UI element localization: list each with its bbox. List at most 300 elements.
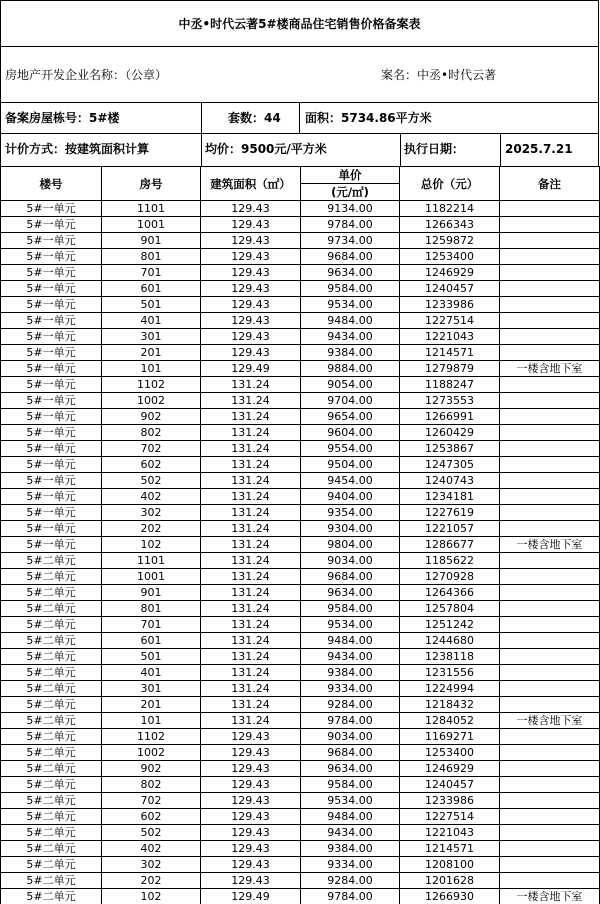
remark-cell: [500, 761, 600, 777]
table-row: [1, 553, 600, 569]
building-cell: 5#二单元: [1, 873, 102, 889]
remark-cell: [500, 457, 600, 473]
remark-cell: [500, 233, 600, 249]
room-cell: 1001: [102, 217, 201, 233]
area-cell: 129.43: [201, 313, 301, 329]
remark-cell: 一楼含地下室: [500, 889, 600, 904]
area-cell: 131.24: [201, 585, 301, 601]
area-cell: 131.24: [201, 473, 301, 489]
table-row: [1, 249, 600, 265]
unit-price-cell: 9704.00: [301, 393, 400, 409]
total-cell: 1231556: [400, 665, 500, 681]
remark-cell: [500, 473, 600, 489]
developer-label: 房地产开发企业名称：（公章）: [5, 68, 168, 82]
total-cell: 1253867: [400, 441, 500, 457]
total-cell: 1266343: [400, 217, 500, 233]
room-cell: 502: [102, 825, 201, 841]
remark-cell: [500, 633, 600, 649]
area-cell: 131.24: [201, 521, 301, 537]
area-cell: 129.43: [201, 793, 301, 809]
total-cell: 1246929: [400, 761, 500, 777]
area-cell: 131.24: [201, 697, 301, 713]
area-cell: 129.43: [201, 281, 301, 297]
building-cell: 5#一单元: [1, 361, 102, 377]
remark-cell: [500, 201, 600, 217]
total-cell: 1208100: [400, 857, 500, 873]
area-cell: 131.24: [201, 393, 301, 409]
room-cell: 1002: [102, 745, 201, 761]
room-cell: 102: [102, 537, 201, 553]
building-cell: 5#二单元: [1, 585, 102, 601]
remark-cell: 一楼含地下室: [500, 361, 600, 377]
remark-cell: [500, 729, 600, 745]
table-row: [1, 521, 600, 537]
room-cell: 501: [102, 297, 201, 313]
building-cell: 5#二单元: [1, 761, 102, 777]
total-cell: 1201628: [400, 873, 500, 889]
remark-cell: [500, 681, 600, 697]
unit-price-cell: 9484.00: [301, 809, 400, 825]
unit-price-cell: 9804.00: [301, 537, 400, 553]
total-cell: 1234181: [400, 489, 500, 505]
room-cell: 802: [102, 777, 201, 793]
building-cell: 5#一单元: [1, 425, 102, 441]
remark-cell: [500, 601, 600, 617]
room-cell: 801: [102, 601, 201, 617]
unit-price-cell: 9584.00: [301, 601, 400, 617]
room-cell: 202: [102, 873, 201, 889]
table-row: [1, 233, 600, 249]
unit-price-cell: 9304.00: [301, 521, 400, 537]
total-cell: 1240457: [400, 777, 500, 793]
room-cell: 702: [102, 793, 201, 809]
room-cell: 201: [102, 345, 201, 361]
building-cell: 5#一单元: [1, 393, 102, 409]
building-cell: 5#二单元: [1, 681, 102, 697]
units-label: 套数：44: [228, 111, 281, 125]
table-row: [1, 729, 600, 745]
area-cell: 129.43: [201, 729, 301, 745]
price-table: [0, 166, 600, 904]
room-cell: 502: [102, 473, 201, 489]
room-cell: 1002: [102, 393, 201, 409]
table-row: [1, 281, 600, 297]
remark-cell: [500, 585, 600, 601]
total-cell: 1221043: [400, 329, 500, 345]
total-cell: 1185622: [400, 553, 500, 569]
total-cell: 1240743: [400, 473, 500, 489]
remark-cell: [500, 521, 600, 537]
unit-price-cell: 9284.00: [301, 873, 400, 889]
table-row: [1, 681, 600, 697]
room-cell: 201: [102, 697, 201, 713]
remark-cell: [500, 297, 600, 313]
total-cell: 1182214: [400, 201, 500, 217]
room-cell: 701: [102, 265, 201, 281]
building-cell: 5#一单元: [1, 377, 102, 393]
total-cell: 1224994: [400, 681, 500, 697]
total-cell: 1221043: [400, 825, 500, 841]
building-cell: 5#二单元: [1, 633, 102, 649]
room-cell: 801: [102, 249, 201, 265]
table-row: [1, 505, 600, 521]
remark-cell: [500, 569, 600, 585]
building-cell: 5#一单元: [1, 201, 102, 217]
unit-price-cell: 9654.00: [301, 409, 400, 425]
table-row: [1, 841, 600, 857]
building-cell: 5#二单元: [1, 601, 102, 617]
building-label: 备案房屋栋号：5#楼: [5, 111, 120, 125]
table-row: [1, 217, 600, 233]
area-cell: 131.24: [201, 489, 301, 505]
unit-price-cell: 9784.00: [301, 889, 400, 904]
total-cell: 1257804: [400, 601, 500, 617]
unit-price-cell: 9434.00: [301, 329, 400, 345]
total-cell: 1221057: [400, 521, 500, 537]
col-total-header: 总价（元）: [400, 167, 500, 201]
area-cell: 129.49: [201, 361, 301, 377]
area-cell: 129.43: [201, 265, 301, 281]
room-cell: 901: [102, 585, 201, 601]
unit-price-cell: 9054.00: [301, 377, 400, 393]
developer-row: [0, 47, 599, 102]
remark-cell: [500, 793, 600, 809]
table-row: [1, 697, 600, 713]
remark-cell: [500, 281, 600, 297]
table-row: [1, 265, 600, 281]
table-row: [1, 761, 600, 777]
unit-price-cell: 9734.00: [301, 233, 400, 249]
building-cell: 5#一单元: [1, 441, 102, 457]
total-cell: 1188247: [400, 377, 500, 393]
building-cell: 5#一单元: [1, 265, 102, 281]
area-cell: 129.43: [201, 233, 301, 249]
remark-cell: 一楼含地下室: [500, 713, 600, 729]
table-row: [1, 537, 600, 553]
table-row: [1, 601, 600, 617]
building-cell: 5#一单元: [1, 457, 102, 473]
building-cell: 5#一单元: [1, 249, 102, 265]
building-cell: 5#一单元: [1, 505, 102, 521]
total-cell: 1264366: [400, 585, 500, 601]
exec-date-label: 执行日期：: [404, 142, 465, 156]
building-cell: 5#二单元: [1, 809, 102, 825]
table-row: [1, 473, 600, 489]
pricing-method: 计价方式：按建筑面积计算: [5, 142, 150, 156]
table-row: [1, 297, 600, 313]
unit-price-cell: 9484.00: [301, 313, 400, 329]
room-cell: 402: [102, 841, 201, 857]
table-row: [1, 201, 600, 217]
remark-cell: [500, 697, 600, 713]
unit-price-cell: 9604.00: [301, 425, 400, 441]
building-cell: 5#二单元: [1, 793, 102, 809]
room-cell: 302: [102, 505, 201, 521]
total-cell: 1286677: [400, 537, 500, 553]
total-cell: 1244680: [400, 633, 500, 649]
total-cell: 1270928: [400, 569, 500, 585]
remark-cell: [500, 745, 600, 761]
table-row: [1, 873, 600, 889]
table-row: [1, 617, 600, 633]
room-cell: 401: [102, 313, 201, 329]
remark-cell: [500, 489, 600, 505]
remark-cell: [500, 409, 600, 425]
area-cell: 131.24: [201, 409, 301, 425]
remark-cell: [500, 873, 600, 889]
unit-price-cell: 9384.00: [301, 841, 400, 857]
area-cell: 129.43: [201, 345, 301, 361]
unit-price-cell: 9454.00: [301, 473, 400, 489]
remark-cell: [500, 393, 600, 409]
remark-cell: [500, 377, 600, 393]
remark-cell: [500, 617, 600, 633]
area-cell: 129.43: [201, 857, 301, 873]
building-cell: 5#二单元: [1, 617, 102, 633]
table-row: [1, 649, 600, 665]
unit-price-cell: 9404.00: [301, 489, 400, 505]
area-cell: 131.24: [201, 633, 301, 649]
room-cell: 1101: [102, 553, 201, 569]
room-cell: 701: [102, 617, 201, 633]
room-cell: 1102: [102, 729, 201, 745]
total-cell: 1266930: [400, 889, 500, 904]
total-cell: 1247305: [400, 457, 500, 473]
area-cell: 131.24: [201, 537, 301, 553]
unit-price-cell: 9434.00: [301, 649, 400, 665]
remark-cell: [500, 777, 600, 793]
building-cell: 5#一单元: [1, 473, 102, 489]
total-cell: 1227619: [400, 505, 500, 521]
col-remark-header: 备注: [500, 167, 600, 201]
room-cell: 702: [102, 441, 201, 457]
room-cell: 901: [102, 233, 201, 249]
room-cell: 1001: [102, 569, 201, 585]
table-row: [1, 713, 600, 729]
room-cell: 601: [102, 281, 201, 297]
table-row: [1, 377, 600, 393]
unit-price-cell: 9534.00: [301, 297, 400, 313]
area-cell: 131.24: [201, 681, 301, 697]
table-body: [1, 201, 600, 904]
room-cell: 902: [102, 761, 201, 777]
building-cell: 5#一单元: [1, 297, 102, 313]
unit-price-cell: 9354.00: [301, 505, 400, 521]
building-cell: 5#二单元: [1, 729, 102, 745]
unit-price-cell: 9134.00: [301, 201, 400, 217]
remark-cell: [500, 857, 600, 873]
area-cell: 129.43: [201, 761, 301, 777]
unit-price-cell: 9634.00: [301, 761, 400, 777]
sheet-title: 中丞•时代云著5#楼商品住宅销售价格备案表: [0, 0, 599, 47]
total-cell: 1266991: [400, 409, 500, 425]
table-row: [1, 345, 600, 361]
unit-price-cell: 9534.00: [301, 793, 400, 809]
remark-cell: [500, 425, 600, 441]
area-cell: 131.24: [201, 569, 301, 585]
total-cell: 1169271: [400, 729, 500, 745]
table-row: [1, 441, 600, 457]
total-cell: 1260429: [400, 425, 500, 441]
case-name: 案名：中丞•时代云著: [381, 68, 497, 82]
table-row: [1, 393, 600, 409]
total-cell: 1227514: [400, 809, 500, 825]
unit-price-cell: 9334.00: [301, 681, 400, 697]
room-cell: 601: [102, 633, 201, 649]
table-row: [1, 665, 600, 681]
unit-price-cell: 9034.00: [301, 729, 400, 745]
unit-price-cell: 9384.00: [301, 345, 400, 361]
table-row: [1, 809, 600, 825]
room-cell: 302: [102, 857, 201, 873]
area-cell: 131.24: [201, 425, 301, 441]
table-row: [1, 409, 600, 425]
total-cell: 1273553: [400, 393, 500, 409]
total-cell: 1238118: [400, 649, 500, 665]
building-cell: 5#一单元: [1, 281, 102, 297]
total-cell: 1253400: [400, 745, 500, 761]
unit-price-cell: 9684.00: [301, 569, 400, 585]
unit-price-cell: 9534.00: [301, 617, 400, 633]
area-cell: 131.24: [201, 505, 301, 521]
remark-cell: [500, 441, 600, 457]
total-cell: 1246929: [400, 265, 500, 281]
total-cell: 1218432: [400, 697, 500, 713]
building-cell: 5#二单元: [1, 857, 102, 873]
pricing-row: [0, 133, 599, 167]
total-cell: 1253400: [400, 249, 500, 265]
area-cell: 129.43: [201, 329, 301, 345]
room-cell: 102: [102, 889, 201, 904]
building-info-row: [0, 102, 599, 134]
area-cell: 129.43: [201, 873, 301, 889]
area-cell: 129.43: [201, 297, 301, 313]
unit-price-cell: 9034.00: [301, 553, 400, 569]
room-cell: 602: [102, 809, 201, 825]
remark-cell: [500, 649, 600, 665]
remark-cell: [500, 841, 600, 857]
building-cell: 5#二单元: [1, 665, 102, 681]
room-cell: 902: [102, 409, 201, 425]
unit-price-cell: 9334.00: [301, 857, 400, 873]
table-row: [1, 825, 600, 841]
area-cell: 131.24: [201, 713, 301, 729]
area-cell: 129.43: [201, 809, 301, 825]
room-cell: 602: [102, 457, 201, 473]
total-cell: 1251242: [400, 617, 500, 633]
remark-cell: [500, 553, 600, 569]
area-cell: 129.43: [201, 217, 301, 233]
room-cell: 101: [102, 713, 201, 729]
table-row: [1, 329, 600, 345]
room-cell: 1101: [102, 201, 201, 217]
unit-price-cell: 9684.00: [301, 745, 400, 761]
table-row: [1, 857, 600, 873]
building-cell: 5#一单元: [1, 217, 102, 233]
table-row: [1, 425, 600, 441]
room-cell: 501: [102, 649, 201, 665]
room-cell: 401: [102, 665, 201, 681]
table-row: [1, 633, 600, 649]
building-cell: 5#二单元: [1, 649, 102, 665]
area-cell: 129.43: [201, 201, 301, 217]
unit-price-cell: 9884.00: [301, 361, 400, 377]
area-label: 面积：5734.86平方米: [305, 111, 432, 125]
total-cell: 1233986: [400, 297, 500, 313]
room-cell: 301: [102, 681, 201, 697]
building-cell: 5#二单元: [1, 825, 102, 841]
building-cell: 5#一单元: [1, 537, 102, 553]
building-cell: 5#一单元: [1, 329, 102, 345]
unit-price-cell: 9634.00: [301, 585, 400, 601]
total-cell: 1240457: [400, 281, 500, 297]
exec-date: 2025.7.21: [505, 142, 573, 156]
room-cell: 101: [102, 361, 201, 377]
area-cell: 131.24: [201, 617, 301, 633]
table-row: [1, 777, 600, 793]
building-cell: 5#二单元: [1, 889, 102, 904]
building-cell: 5#二单元: [1, 777, 102, 793]
average-price: 均价：9500元/平方米: [205, 142, 327, 156]
building-cell: 5#一单元: [1, 345, 102, 361]
total-cell: 1214571: [400, 841, 500, 857]
table-row: [1, 793, 600, 809]
area-cell: 131.24: [201, 649, 301, 665]
area-cell: 129.43: [201, 825, 301, 841]
remark-cell: 一楼含地下室: [500, 537, 600, 553]
remark-cell: [500, 265, 600, 281]
area-cell: 129.43: [201, 777, 301, 793]
building-cell: 5#二单元: [1, 745, 102, 761]
room-cell: 402: [102, 489, 201, 505]
col-room-header: 房号: [102, 167, 201, 201]
remark-cell: [500, 217, 600, 233]
area-cell: 129.49: [201, 889, 301, 904]
building-cell: 5#一单元: [1, 521, 102, 537]
unit-price-cell: 9504.00: [301, 457, 400, 473]
remark-cell: [500, 665, 600, 681]
room-cell: 1102: [102, 377, 201, 393]
table-row: [1, 569, 600, 585]
unit-price-cell: 9784.00: [301, 217, 400, 233]
building-cell: 5#一单元: [1, 489, 102, 505]
table-row: [1, 889, 600, 904]
total-cell: 1284052: [400, 713, 500, 729]
total-cell: 1279879: [400, 361, 500, 377]
table-header-row: [1, 167, 600, 201]
area-cell: 131.24: [201, 553, 301, 569]
building-cell: 5#二单元: [1, 569, 102, 585]
remark-cell: [500, 313, 600, 329]
area-cell: 129.43: [201, 841, 301, 857]
area-cell: 131.24: [201, 377, 301, 393]
table-row: [1, 745, 600, 761]
total-cell: 1233986: [400, 793, 500, 809]
room-cell: 301: [102, 329, 201, 345]
col-area-header: 建筑面积（㎡）: [201, 167, 301, 201]
table-row: [1, 489, 600, 505]
unit-price-cell: 9284.00: [301, 697, 400, 713]
remark-cell: [500, 345, 600, 361]
unit-price-cell: 9554.00: [301, 441, 400, 457]
table-row: [1, 361, 600, 377]
building-cell: 5#一单元: [1, 313, 102, 329]
remark-cell: [500, 809, 600, 825]
remark-cell: [500, 505, 600, 521]
remark-cell: [500, 249, 600, 265]
total-cell: 1227514: [400, 313, 500, 329]
area-cell: 129.43: [201, 249, 301, 265]
